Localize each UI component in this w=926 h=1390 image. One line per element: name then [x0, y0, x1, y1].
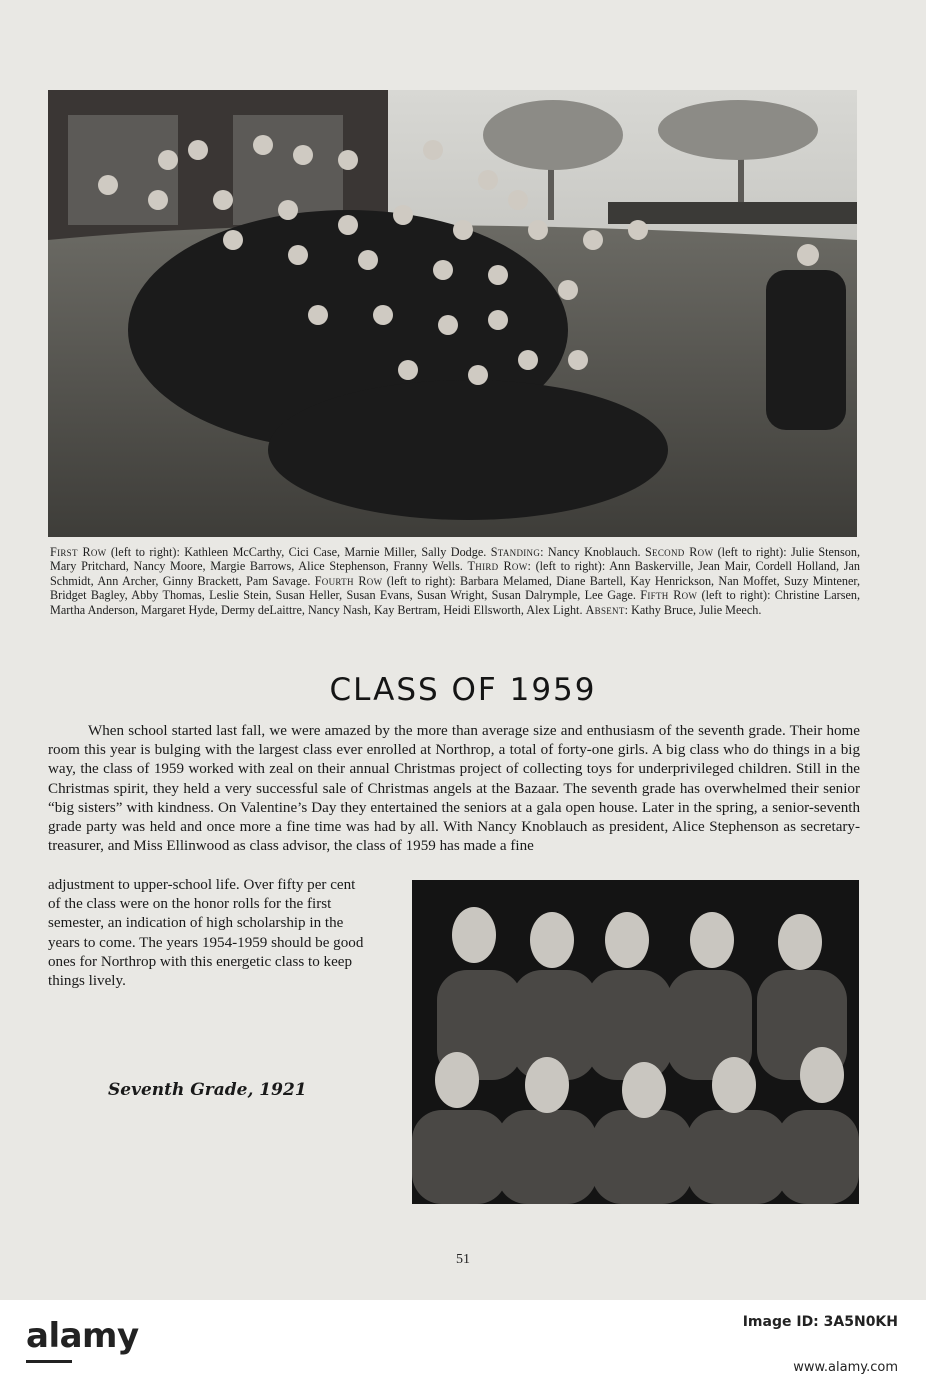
seventh-grade-1921-photo [412, 880, 859, 1204]
page-number: 51 [456, 1252, 470, 1267]
continuation-paragraph: adjustment to upper-school life. Over fifty per cent of the class were on the honor rolls for the first semester, an indication of high scholarship in the years to come. The years 1954-1959 should be good ones for Northrop with this energetic class to keep things lively. [48, 877, 364, 990]
standing-names: : Nancy Knoblauch. [540, 545, 645, 559]
site-url: www.alamy.com [793, 1360, 898, 1375]
photo-names-caption [50, 545, 860, 617]
main-paragraph-text: When school started last fall, we were amazed by the more than average size and enthusiasm of the seventh grade. Their home room this year is bulging with the largest class ever enrolled at Northrop, a total of forty-one girls. A big class who do things in a big way, the class of 1959 worked with zeal on their annual Christmas project of collecting toys for underprivileged children. Still in the Christmas spirit, they held a very successful sale of Christmas angels at the Bazaar. The seventh grade has overwhelmed their senior “big sisters” with kindness. On Valentine’s Day they entertained the seniors at a gala open house. Later in the spring, a senior-seventh grade party was held and once more a fine time was had by all. With Nancy Knoblauch as president, Alice Stephenson as secretary-treasurer, and Miss Ellinwood as class advisor, the class of 1959 has made a fine [48, 723, 860, 855]
fourth-row-label: Fourth Row [314, 573, 383, 588]
fifth-row-names: (left to right): Christine Larsen, Martha Anderson, Margaret Hyde, Dermy deLaittre, Nancy Nash, Kay Bertram, Heidi Ellsworth, Alex Light. [50, 588, 860, 617]
second-row-names: (left to right): Julie Stenson, Mary Pritchard, Nancy Moore, Margie Barrows, Alice Stephenson, Franny Wells. [50, 545, 861, 574]
page-title: CLASS OF 1959 [329, 672, 597, 708]
standing-label: Standing [490, 545, 541, 559]
third-row-names: : (left to right): Ann Baskerville, Jean Mair, Cordell Holland, Jan Schmidt, Ann Archer, Ginny Brackett, Pam Savage. [50, 559, 860, 588]
first-row-names: (left to right): Kathleen McCarthy, Cici Case, Marnie Miller, Sally Dodge. [106, 545, 491, 559]
seventh-grade-1921-photo-graphic [412, 880, 859, 1204]
third-row-label: Third Row [467, 559, 528, 574]
fifth-row-label: Fifth Row [640, 588, 698, 603]
image-id: Image ID: 3A5N0KH [742, 1314, 898, 1330]
absent-names: : Kathy Bruce, Julie Meech. [624, 602, 762, 617]
class-group-photo [48, 90, 857, 537]
first-row-label: First Row [50, 545, 107, 559]
absent-label: Absent [585, 602, 625, 617]
second-row-label: Second Row [644, 545, 714, 559]
fourth-row-names: (left to right): Barbara Melamed, Diane Bartell, Kay Henrickson, Nan Moffet, Suzy Mintener, Bridget Bagley, Abby Thomas, Leslie Stein, Susan Heller, Susan Evans, Susan Wright, Susan Dalrymple, Lee Gage. [50, 573, 860, 603]
logo-underline [26, 1360, 72, 1363]
class-group-photo-graphic [48, 90, 857, 537]
old-photo-caption: Seventh Grade, 1921 [108, 1080, 307, 1100]
main-paragraph [48, 722, 860, 856]
alamy-logo: alamy [26, 1316, 139, 1356]
stock-footer [0, 1300, 926, 1390]
